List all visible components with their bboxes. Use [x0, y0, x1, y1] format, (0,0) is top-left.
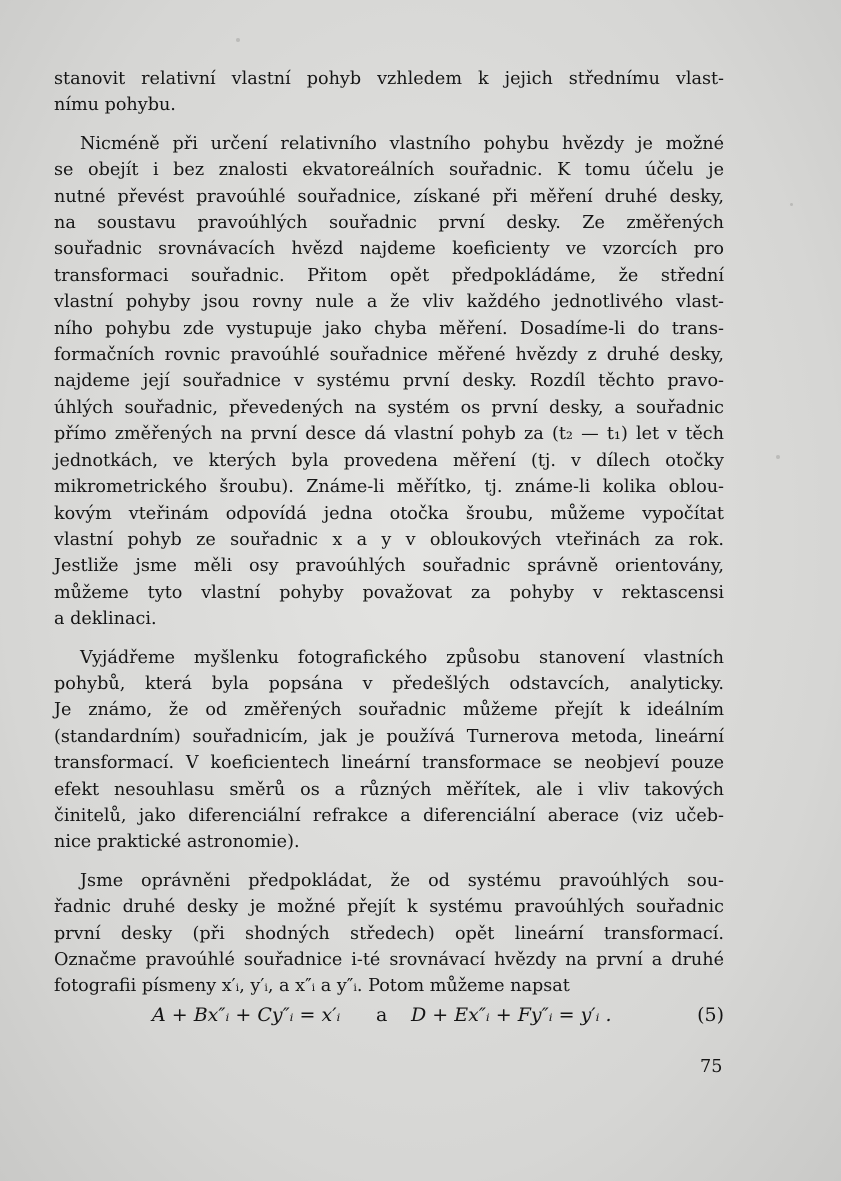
- text-line: Nicméně při určení relativního vlastního pohybu hvězdy je možné: [80, 133, 724, 154]
- text-line: nímu pohybu.: [54, 95, 176, 116]
- text-line: Vyjádřeme myšlenku fotografického způsobu stanovení vlastních: [80, 647, 724, 668]
- text-line: Je známo, že od změřených souřadnic můžeme přejít k ideálním: [54, 700, 724, 721]
- scan-speck: [236, 38, 240, 42]
- text-line: souřadnic srovnávacích hvězd najdeme koeficienty ve vzorcích pro: [54, 239, 724, 260]
- text-line: stanovit relativní vlastní pohyb vzhledem k jejich střednímu vlast-: [54, 69, 724, 89]
- equation-number: (5): [697, 1004, 724, 1026]
- paragraph: [54, 66, 724, 119]
- equation-left-side: A + Bx″ᵢ + Cy″ᵢ = x′ᵢ: [152, 1004, 341, 1026]
- page-number: 75: [700, 1057, 723, 1077]
- text-line: úhlých souřadnic, převedených na systém os první desky, a souřadnic: [54, 397, 724, 418]
- text-line: transformaci souřadnic. Přitom opět předpokládáme, že střední: [54, 265, 724, 286]
- equation-conjunction: a: [376, 1004, 388, 1026]
- text-line: a deklinaci.: [54, 609, 157, 630]
- text-line: najdeme její souřadnice v systému první desky. Rozdíl těchto pravo-: [54, 371, 724, 392]
- scan-speck: [790, 203, 793, 206]
- paragraph: [54, 868, 724, 1000]
- text-line: ního pohybu zde vystupuje jako chyba měření. Dosadíme-li do trans-: [54, 318, 724, 339]
- text-line: Označme pravoúhlé souřadnice i-té srovnávací hvězdy na první a druhé: [54, 950, 724, 970]
- text-line: transformací. V koeficientech lineární transformace se neobjeví pouze: [54, 753, 724, 774]
- text-line: se obejít i bez znalosti ekvatoreálních souřadnic. K tomu účelu je: [54, 160, 724, 181]
- scan-speck: [776, 455, 780, 459]
- text-line: jednotkách, ve kterých byla provedena měření (tj. v dílech otočky: [54, 450, 724, 471]
- text-line: nice praktické astronomie).: [54, 832, 300, 853]
- text-line: Jestliže jsme měli osy pravoúhlých souřadnic správně orientovány,: [54, 556, 724, 577]
- equation-5: [54, 1004, 724, 1034]
- text-line: formačních rovnic pravoúhlé souřadnice měřené hvězdy z druhé desky,: [54, 345, 724, 366]
- text-line: pohybů, která byla popsána v předešlých odstavcích, analyticky.: [54, 673, 724, 694]
- body-text: [54, 66, 724, 1000]
- text-line: přímo změřených na první desce dá vlastní pohyb za (t₂ — t₁) let v těch: [54, 424, 724, 445]
- text-line: můžeme tyto vlastní pohyby považovat za pohyby v rektascensi: [54, 582, 724, 603]
- text-line: Jsme oprávněni předpokládat, že od systému pravoúhlých sou-: [80, 870, 724, 891]
- equation-right-side: D + Ex″ᵢ + Fy″ᵢ = y′ᵢ .: [411, 1004, 612, 1026]
- text-line: první desky (při shodných středech) opět lineární transformací.: [54, 923, 724, 944]
- text-line: řadnic druhé desky je možné přejít k systému pravoúhlých souřadnic: [54, 897, 724, 918]
- text-line: fotografii písmeny x′ᵢ, y′ᵢ, a x″ᵢ a y″ᵢ. Potom můžeme napsat: [54, 976, 570, 997]
- text-line: vlastní pohyby jsou rovny nule a že vliv každého jednotlivého vlast-: [54, 292, 724, 313]
- text-line: nutné převést pravoúhlé souřadnice, získané při měření druhé desky,: [54, 186, 724, 207]
- text-line: mikrometrického šroubu). Známe-li měřítko, tj. známe-li kolika oblou-: [54, 477, 724, 498]
- text-line: efekt nesouhlasu směrů os a různých měřítek, ale i vliv takových: [54, 779, 724, 800]
- paragraph: [54, 645, 724, 856]
- paragraph: [54, 131, 724, 633]
- text-line: kovým vteřinám odpovídá jedna otočka šroubu, můžeme vypočítat: [54, 503, 724, 524]
- text-line: činitelů, jako diferenciální refrakce a diferenciální aberace (viz učeb-: [54, 805, 724, 826]
- text-line: (standardním) souřadnicím, jak je používá Turnerova metoda, lineární: [54, 726, 724, 747]
- text-line: vlastní pohyb ze souřadnic x a y v obloukových vteřinách za rok.: [54, 529, 724, 550]
- text-line: na soustavu pravoúhlých souřadnic první desky. Ze změřených: [54, 213, 724, 234]
